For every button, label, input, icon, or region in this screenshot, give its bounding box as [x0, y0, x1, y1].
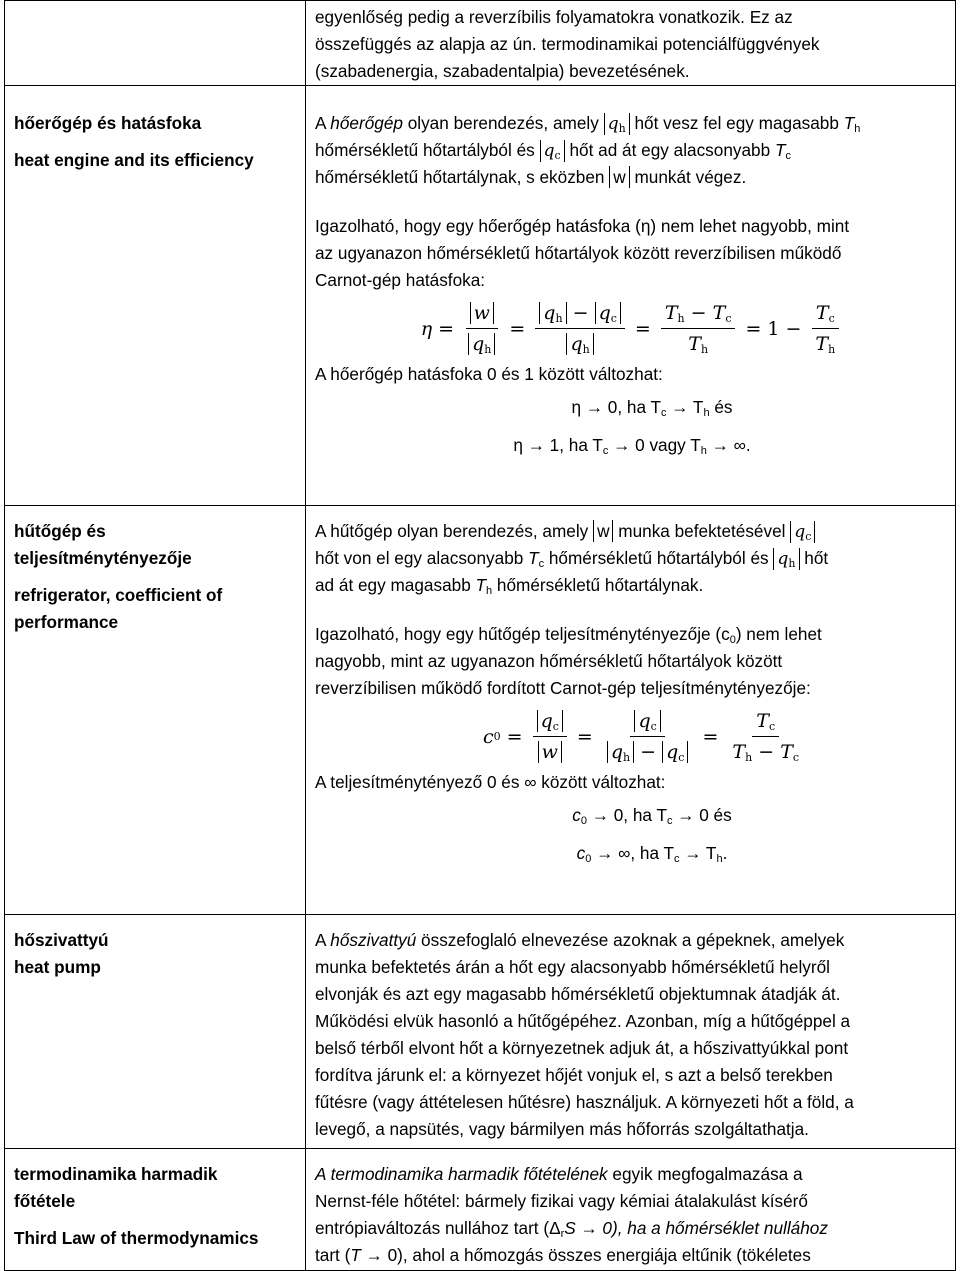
term-hungarian: hőerőgép és hatásfoka [14, 113, 202, 133]
text-line: entrópiaváltozás nullához tart $(\Delta_rS \to 0)$, ha a hőmérséklet nullához [315, 1218, 828, 1240]
limit-line: η → 0, ha $T_c \to T_h$ és [571, 397, 733, 419]
table-row [5, 86, 956, 506]
table-row [5, 1, 956, 86]
definition-line: A hűtőgép olyan berendezés, amely w munka befektetésével $q_c$ [315, 518, 949, 545]
text-line: Carnot-gép hatásfoka: [315, 270, 486, 290]
limit-line: η → 1, ha $T_c \to 0$ vagy $T_h$ → ∞. [513, 435, 751, 457]
abs-w: w [609, 166, 629, 188]
limit-line: $c_0$ → ∞, ha $T_c \to T_h$. [576, 843, 728, 865]
table-row [5, 1149, 956, 1271]
table-row [5, 915, 956, 1149]
definition-line: hőmérsékletű hőtartályból és $q_c$ hőt ad át egy alacsonyabb $T_c$ [315, 140, 791, 162]
limit-line: $c_0 \to 0$, ha $T_c \to 0$ és [572, 805, 732, 827]
text-line: (szabadenergia, szabadentalpia) bevezetésének. [315, 61, 690, 81]
text-line: levegő, a napsütés, vagy bármilyen más hőforrás szolgáltathatja. [315, 1119, 809, 1139]
term-hungarian: hűtőgép és [14, 521, 106, 541]
text-line: Nernst-féle hőtétel: bármely fizikai vagy kémiai átalakulást kísérő [315, 1191, 808, 1211]
term-english: heat pump [14, 957, 101, 977]
definition-line: hőt von el egy alacsonyabb $T_c$ hőmérsékletű hőtartályból és $q_h$ hőt [315, 548, 829, 570]
emphasis-term: hőszivattyú [330, 930, 417, 950]
definition-line: A hőerőgép olyan berendezés, amely $q_h$ hőt vesz fel egy magasabb $T_h$ [315, 113, 861, 135]
definition-line: hőmérsékletű hőtartálynak, s eközben w munkát végez. [315, 167, 747, 187]
text-line: fűtésre (vagy áttételesen hűtésre) használjuk. A környezeti hőt a föld, a [315, 1092, 854, 1112]
definition-cell [306, 915, 956, 1149]
term-cell [5, 1, 306, 86]
text-line: egyenlőség pedig a reverzíbilis folyamatokra vonatkozik. Ez az [315, 7, 793, 27]
definition-cell [306, 1, 956, 86]
term-cell [5, 915, 306, 1149]
term-hungarian: főtétele [14, 1191, 76, 1211]
term-cell [5, 506, 306, 915]
text-line: elvonják és azt egy magasabb hőmérsékletű objektumnak átadják át. [315, 984, 841, 1004]
term-cell [5, 86, 306, 506]
definition-cell [306, 506, 956, 915]
text-line: az ugyanazon hőmérsékletű hőtartályok között reverzíbilisen működő [315, 243, 842, 263]
term-hungarian: hőszivattyú [14, 930, 109, 950]
text-line: tart (T → 0), ahol a hőmozgás összes energiája eltűnik (tökéletes [315, 1245, 811, 1265]
text-line: munka befektetés árán a hőt egy alacsonyabb hőmérsékletű helyről [315, 957, 830, 977]
glossary-table [4, 0, 956, 1271]
term-cell [5, 1149, 306, 1271]
definition-cell [306, 1149, 956, 1271]
emphasis-term: hőerőgép [330, 113, 403, 133]
definition-line: ad át egy magasabb $T_h$ hőmérsékletű hőtartálynak. [315, 575, 704, 597]
table-row [5, 506, 956, 915]
text-line: A teljesítménytényező 0 és ∞ között változhat: [315, 772, 666, 792]
text-line: A hőszivattyú összefoglaló elnevezése azoknak a gépeknek, amelyek [315, 930, 845, 950]
text-line: Igazolható, hogy egy hűtőgép teljesítménytényezője $(c_0)$ nem lehet [315, 624, 822, 646]
term-english: Third Law of thermodynamics [14, 1228, 259, 1248]
abs-qc: $q_c$ [540, 140, 565, 162]
text-line: Működési elvük hasonló a hűtőgépéhez. Azonban, míg a hűtőgéppel a [315, 1011, 851, 1031]
emphasis-term: A termodinamika harmadik főtételének [315, 1164, 608, 1184]
text-line: fordítva járunk el: a környezet hőjét vonjuk el, s azt a belső terekben [315, 1065, 833, 1085]
text-line: összefüggés az alapja az ún. termodinamikai potenciálfüggvények [315, 34, 820, 54]
text-line: A termodinamika harmadik főtételének egyik megfogalmazása a [315, 1164, 803, 1184]
term-english: performance [14, 612, 119, 632]
term-hungarian: teljesítménytényezője [14, 548, 192, 568]
text-line: nagyobb, mint az ugyanazon hőmérsékletű hőtartályok között [315, 651, 783, 671]
cop-formula: c 0 = $\frac{q_c}{w}$ = $\frac{q_c}{q_h - q_c}$ = $\frac{T_c}{T_h - T_c}$ [483, 710, 800, 764]
text-line: A hőerőgép hatásfoka 0 és 1 között változhat: [315, 364, 663, 384]
definition-cell [306, 86, 956, 506]
text-line: belső térből elvont hőt a környezetnek adjuk át, a hőszivattyúkkal pont [315, 1038, 849, 1058]
term-english: refrigerator, coefficient of [14, 585, 223, 605]
term-hungarian: termodinamika harmadik [14, 1164, 218, 1184]
abs-qh: $q_h$ [604, 113, 630, 135]
text-line: reverzíbilisen működő fordított Carnot-gép teljesítménytényezője: [315, 678, 811, 698]
term-english: heat engine and its efficiency [14, 150, 254, 170]
efficiency-formula: η = $\frac{w}{q_h}$ = $\frac{q_h - q_c}{q_h}$ = $\frac{T_h - T_c}{T_h}$ = 1 − $\frac{T_c}{T_h}$ [315, 300, 949, 357]
text-line: Igazolható, hogy egy hőerőgép hatásfoka (η) nem lehet nagyobb, mint [315, 216, 850, 236]
